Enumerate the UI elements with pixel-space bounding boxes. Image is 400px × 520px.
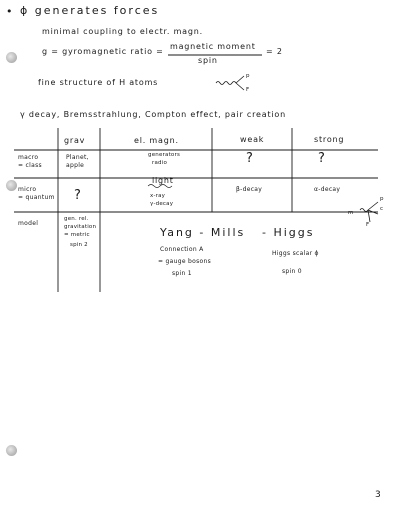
fine-diagram-label-f: F <box>246 87 250 93</box>
cell-grav-micro: ? <box>74 188 82 203</box>
vertex-label-f: F <box>366 222 370 228</box>
page-number: 3 <box>375 490 381 500</box>
cell-grav-model-4: spin 2 <box>70 242 88 248</box>
row-label-model: model <box>18 220 39 227</box>
ratio-numerator: magnetic moment <box>170 42 256 51</box>
ratio-rhs: = 2 <box>266 47 283 56</box>
yang-mills-line-2: = gauge bosons <box>158 258 212 265</box>
cell-weak-micro: β-decay <box>236 186 263 193</box>
cell-grav-model-2: gravitation <box>64 224 97 230</box>
vertex-label-p: p <box>380 196 384 202</box>
ratio-lhs: g = gyromagnetic ratio = <box>42 47 164 56</box>
ratio-denominator: spin <box>198 56 218 65</box>
cell-elmag-macro: generators <box>148 152 181 158</box>
yang-mills-line-1: Connection A <box>160 246 204 253</box>
cell-elmag-light: light <box>152 176 174 185</box>
wavy-photon-icon <box>216 82 236 85</box>
cell-grav-macro-2: apple <box>66 162 85 169</box>
cell-grav-macro: Planet, <box>66 154 89 161</box>
higgs-line-1: Higgs scalar ϕ <box>272 250 319 257</box>
page-heading: ϕ generates forces <box>20 4 160 17</box>
higgs-title: - Higgs <box>262 226 315 239</box>
vertex-label-m: m <box>348 210 354 216</box>
column-header-grav: grav <box>64 136 86 145</box>
fine-structure-line: fine structure of H atoms <box>38 78 159 87</box>
row-label-macro: macro <box>18 154 39 161</box>
row-label-micro-sub: = quantum <box>18 194 55 201</box>
cell-elmag-micro: x-ray <box>150 193 166 199</box>
yang-mills-line-3: spin 1 <box>172 270 192 277</box>
higgs-line-2: spin 0 <box>282 268 302 275</box>
column-header-elmag: el. magn. <box>134 136 179 145</box>
fine-diagram-label-p: p <box>246 73 250 79</box>
column-header-weak: weak <box>240 135 265 144</box>
row-label-micro: micro <box>18 186 37 193</box>
cell-weak-macro: ? <box>246 151 254 166</box>
coupling-line: minimal coupling to electr. magn. <box>42 27 203 36</box>
cell-grav-model-3: = metric <box>64 232 90 238</box>
column-header-strong: strong <box>314 135 345 144</box>
cell-elmag-macro-2: radio <box>152 160 168 166</box>
cell-strong-macro: ? <box>318 151 326 166</box>
yang-mills-title: Yang - Mills <box>160 226 246 239</box>
vertex-diagram-icon <box>360 209 368 212</box>
cell-strong-micro: α-decay <box>314 186 341 193</box>
bullet: • <box>6 5 14 18</box>
cell-elmag-micro-2: γ-decay <box>150 201 174 207</box>
decays-line: γ decay, Bremsstrahlung, Compton effect, pair creation <box>20 110 286 119</box>
cell-grav-model-1: gen. rel. <box>64 216 89 222</box>
row-label-macro-sub: = class <box>18 162 42 169</box>
vertex-label-c: c <box>380 206 384 212</box>
